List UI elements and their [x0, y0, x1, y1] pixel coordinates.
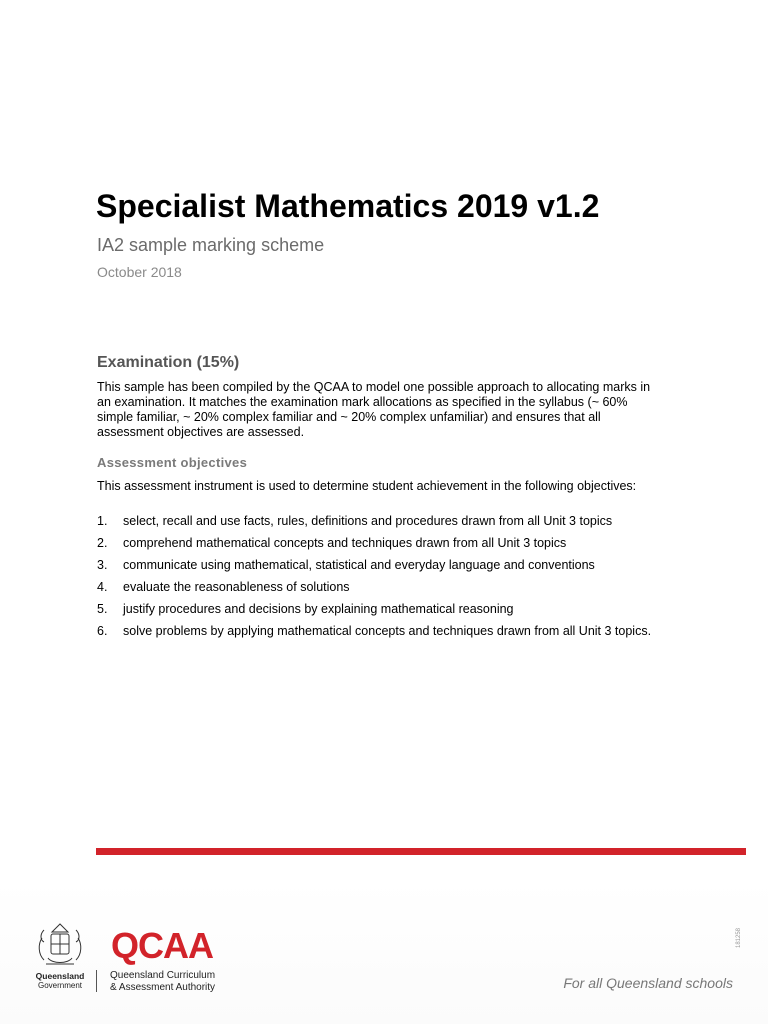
list-item — [97, 536, 667, 551]
objectives-list — [97, 514, 667, 646]
list-item-text: justify procedures and decisions by explaining mathematical reasoning — [123, 602, 514, 616]
list-item-number: 3. — [97, 558, 108, 572]
logo-divider — [96, 970, 97, 992]
list-item — [97, 624, 667, 639]
document-subtitle: IA2 sample marking scheme — [97, 235, 325, 255]
assessment-objectives-intro: This assessment instrument is used to determine student achievement in the following objectives: — [97, 479, 637, 493]
list-item-text: comprehend mathematical concepts and techniques drawn from all Unit 3 topics — [123, 536, 567, 550]
list-item-number: 2. — [97, 536, 108, 550]
list-item-number: 6. — [97, 624, 108, 638]
list-item-text: solve problems by applying mathematical concepts and techniques drawn from all Unit 3 topics. — [123, 624, 652, 638]
qld-label-line1: Queensland — [35, 971, 85, 981]
assessment-objectives-heading: Assessment objectives — [97, 455, 248, 470]
red-divider-rule — [96, 848, 746, 855]
document-code: 181258 — [736, 927, 742, 948]
list-item — [97, 602, 667, 617]
list-item — [97, 514, 667, 529]
qcaa-name-line2: & Assessment Authority — [110, 981, 216, 993]
list-item-number: 5. — [97, 602, 108, 616]
list-item-number: 4. — [97, 580, 108, 594]
qld-label-line2: Government — [37, 981, 83, 990]
list-item — [97, 558, 667, 573]
footer-tagline: For all Queensland schools — [563, 975, 733, 991]
qcaa-full-name — [110, 970, 215, 993]
qld-government-label — [32, 972, 88, 990]
examination-intro: This sample has been compiled by the QCAA to model one possible approach to allocating marks in an examination. It matches the examination mark allocations as specified in the syllabus (~ 60% simple familiar, ~ 20% complex familiar and ~ 20% complex unfamiliar) and ensures that all assessment objectives are assessed. — [97, 380, 651, 439]
examination-heading: Examination (15%) — [97, 354, 240, 371]
qcaa-name-line1: Queensland Curriculum — [110, 970, 216, 981]
document-date: October 2018 — [97, 264, 182, 280]
list-item-number: 1. — [97, 514, 108, 528]
list-item-text: select, recall and use facts, rules, definitions and procedures drawn from all Unit 3 topics — [123, 514, 613, 528]
list-item — [97, 580, 667, 595]
list-item-text: communicate using mathematical, statistical and everyday language and conventions — [123, 558, 595, 572]
document-title: Specialist Mathematics 2019 v1.2 — [96, 188, 600, 224]
qcaa-logo: QCAA — [111, 925, 213, 966]
list-item-text: evaluate the reasonableness of solutions — [123, 580, 350, 594]
